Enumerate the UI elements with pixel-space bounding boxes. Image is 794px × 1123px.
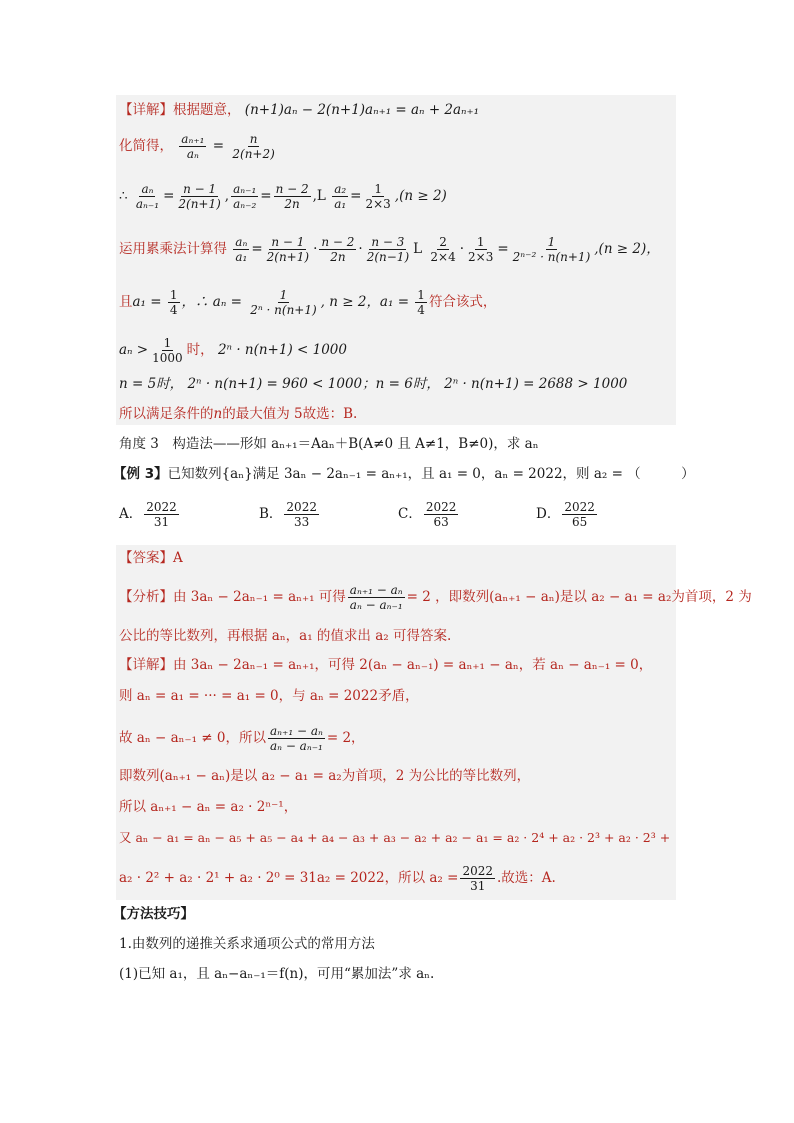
detail2-line-2: 则 aₙ = a₁ = ··· = a₁ = 0，与 aₙ = 2022矛盾， <box>119 688 419 704</box>
detail2-line-4: 即数列(aₙ₊₁ − aₙ)是以 a₂ − a₁ = a₂为首项，2 为公比的等比数列， <box>119 768 531 784</box>
conclusion-line: 所以满足条件的n的最大值为 5故选：B. <box>119 406 358 422</box>
fraction: $\frac{1}{\text{2ⁿ · n(n+1)}}$ <box>250 288 317 317</box>
angle3-heading: 角度 3 构造法——形如 aₙ₊₁＝Aaₙ＋B(A≠0 且 A≠1，B≠0)，求 aₙ <box>119 436 539 452</box>
ratios-line: ∴ $\frac{\text{aₙ}}{\text{aₙ₋₁}}$ = $\frac{n - 1}{2(n+1)}$ , $\frac{\text{aₙ₋₁}}{\text{aₙ₋₂}}$ = $\frac{n - 2}{2n}$ ,L $\frac{\text{a₂}}{\text{a₁}}$ = $\frac{1}{2\times 3}$ ,(n ≥ 2) <box>119 182 447 211</box>
fraction: $\frac{n}{2(n+2)}$ <box>232 132 275 161</box>
fraction: $\frac{1}{1000}$ <box>152 336 183 365</box>
option-c[interactable]: C． $\frac{2022}{63}$ <box>398 500 457 529</box>
analysis-line-2: 公比的等比数列，再根据 aₙ，a₁ 的值求出 a₂ 可得答案. <box>119 628 452 644</box>
fraction: $\frac{\text{aₙ}}{\text{a₁}}$ <box>235 235 248 264</box>
fraction: $\frac{2022}{33}$ <box>286 500 317 529</box>
detail2-line-3: 故 aₙ − aₙ₋₁ ≠ 0，所以 $\frac{\text{aₙ₊₁ − aₙ}}{\text{aₙ − aₙ₋₁}}$ = 2， <box>119 724 365 753</box>
option-a[interactable]: A． $\frac{2022}{31}$ <box>119 500 177 529</box>
detail2-line-7: a₂ · 2² + a₂ · 2¹ + a₂ · 2⁰ = 31a₂ = 2022，所以 a₂ = $\frac{2022}{31}$ .故选：A. <box>119 864 556 893</box>
fraction: $\frac{2}{2\times 4}$ <box>430 235 456 264</box>
fraction: $\frac{1}{4}$ <box>169 288 178 317</box>
detail2-line-5: 所以 aₙ₊₁ − aₙ = a₂ · 2ⁿ⁻¹， <box>119 799 298 815</box>
method-line-1: 1.由数列的递推关系求通项公式的常用方法 <box>119 936 375 952</box>
fraction: $\frac{n - 1}{2(n+1)}$ <box>178 182 221 211</box>
analysis-line-1: 【分析】由 3aₙ − 2aₙ₋₁ = aₙ₊₁ 可得 $\frac{\text{aₙ₊₁ − aₙ}}{\text{aₙ − aₙ₋₁}}$ = 2 ，即数列(aₙ₊₁ − aₙ)是以 a₂ − a₁ = a₂为首项，2 为 <box>119 583 752 612</box>
answer-line: 【答案】A <box>119 550 183 566</box>
fraction: $\frac{2022}{31}$ <box>146 500 177 529</box>
fraction: $\frac{1}{4}$ <box>417 288 425 317</box>
fraction: $\frac{1}{\text{2ⁿ⁻² · n(n+1)}}$ <box>512 235 591 264</box>
and-line: 且a₁ = $\frac{1}{4}$ ，∴ aₙ = $\frac{1}{\text{2ⁿ · n(n+1)}}$ , n ≥ 2，a₁ = $\frac{1}{4}$ 符合该式， <box>119 288 497 317</box>
fraction: $\frac{\text{aₙ₊₁}}{\text{aₙ}}$ <box>181 132 205 161</box>
fraction: $\frac{n - 2}{2n}$ <box>321 235 355 264</box>
product-line: 运用累乘法计算得 $\frac{\text{aₙ}}{\text{a₁}}$ = $\frac{n - 1}{2(n+1)}$ · $\frac{n - 2}{2n}$ · $\frac{n - 3}{2(n-1)}$ L $\frac{2}{2\times 4}$ · $\frac{1}{2\times 3}$ = $\frac{1}{\text{2ⁿ⁻² · n(n+1)}}$ ,(n ≥ 2)， <box>119 235 660 264</box>
method-title: 【方法技巧】 <box>113 906 194 922</box>
fraction: $\frac{1}{2\times 3}$ <box>468 235 494 264</box>
option-b[interactable]: B． $\frac{2022}{33}$ <box>259 500 317 529</box>
fraction: $\frac{2022}{65}$ <box>564 500 595 529</box>
recurrence-equation: (n+1)aₙ − 2(n+1)aₙ₊₁ = aₙ + 2aₙ₊₁ <box>244 102 480 118</box>
fraction: $\frac{\text{aₙ₊₁ − aₙ}}{\text{aₙ − aₙ₋₁}}$ <box>349 583 403 612</box>
detail2-line-6: 又 aₙ − a₁ = aₙ − a₅ + a₅ − a₄ + a₄ − a₃ + a₃ − a₂ + a₂ − a₁ = a₂ · 2⁴ + a₂ · 2³ + a₂ · 2³ + <box>119 830 671 845</box>
fraction: $\frac{1}{2\times 3}$ <box>365 182 391 211</box>
fraction: $\frac{\text{aₙ₋₁}}{\text{aₙ₋₂}}$ <box>233 182 257 211</box>
fraction: $\frac{\text{aₙ}}{\text{aₙ₋₁}}$ <box>135 182 160 211</box>
fraction: $\frac{n - 2}{2n}$ <box>275 182 309 211</box>
simplify-line: 化简得， $\frac{\text{aₙ₊₁}}{\text{aₙ}}$ = $\frac{n}{2(n+2)}$ <box>119 132 275 161</box>
fraction: $\frac{2022}{31}$ <box>462 864 493 893</box>
detail1-line: 【详解】根据题意， (n+1)aₙ − 2(n+1)aₙ₊₁ = aₙ + 2aₙ₊₁ <box>119 102 480 118</box>
detail-label: 【详解】 <box>119 102 173 118</box>
example3-line: 【例 3】已知数列{aₙ}满足 3aₙ − 2aₙ₋₁ = aₙ₊₁，且 a₁ = 0，aₙ = 2022，则 a₂ = （ ） <box>113 466 695 482</box>
inequality-line: aₙ > $\frac{1}{1000}$ 时， 2ⁿ · n(n+1) < 1000 <box>119 336 347 365</box>
fraction: $\frac{2022}{63}$ <box>425 500 457 529</box>
method-line-2: (1)已知 a₁，且 aₙ−aₙ₋₁＝f(n)，可用“累加法”求 aₙ. <box>119 966 435 982</box>
option-d[interactable]: D． $\frac{2022}{65}$ <box>536 500 595 529</box>
fraction: $\frac{\text{a₂}}{\text{a₁}}$ <box>334 182 347 211</box>
check-line: n = 5时， 2ⁿ · n(n+1) = 960 < 1000；n = 6时， 2ⁿ · n(n+1) = 2688 > 1000 <box>119 376 628 392</box>
fraction: $\frac{\text{aₙ₊₁ − aₙ}}{\text{aₙ − aₙ₋₁}}$ <box>269 724 323 753</box>
detail2-line-1: 【详解】由 3aₙ − 2aₙ₋₁ = aₙ₊₁，可得 2(aₙ − aₙ₋₁) = aₙ₊₁ − aₙ，若 aₙ − aₙ₋₁ = 0， <box>119 657 653 673</box>
fraction: $\frac{n - 1}{2(n+1)}$ <box>266 235 310 264</box>
fraction: $\frac{n - 3}{2(n-1)}$ <box>366 235 410 264</box>
